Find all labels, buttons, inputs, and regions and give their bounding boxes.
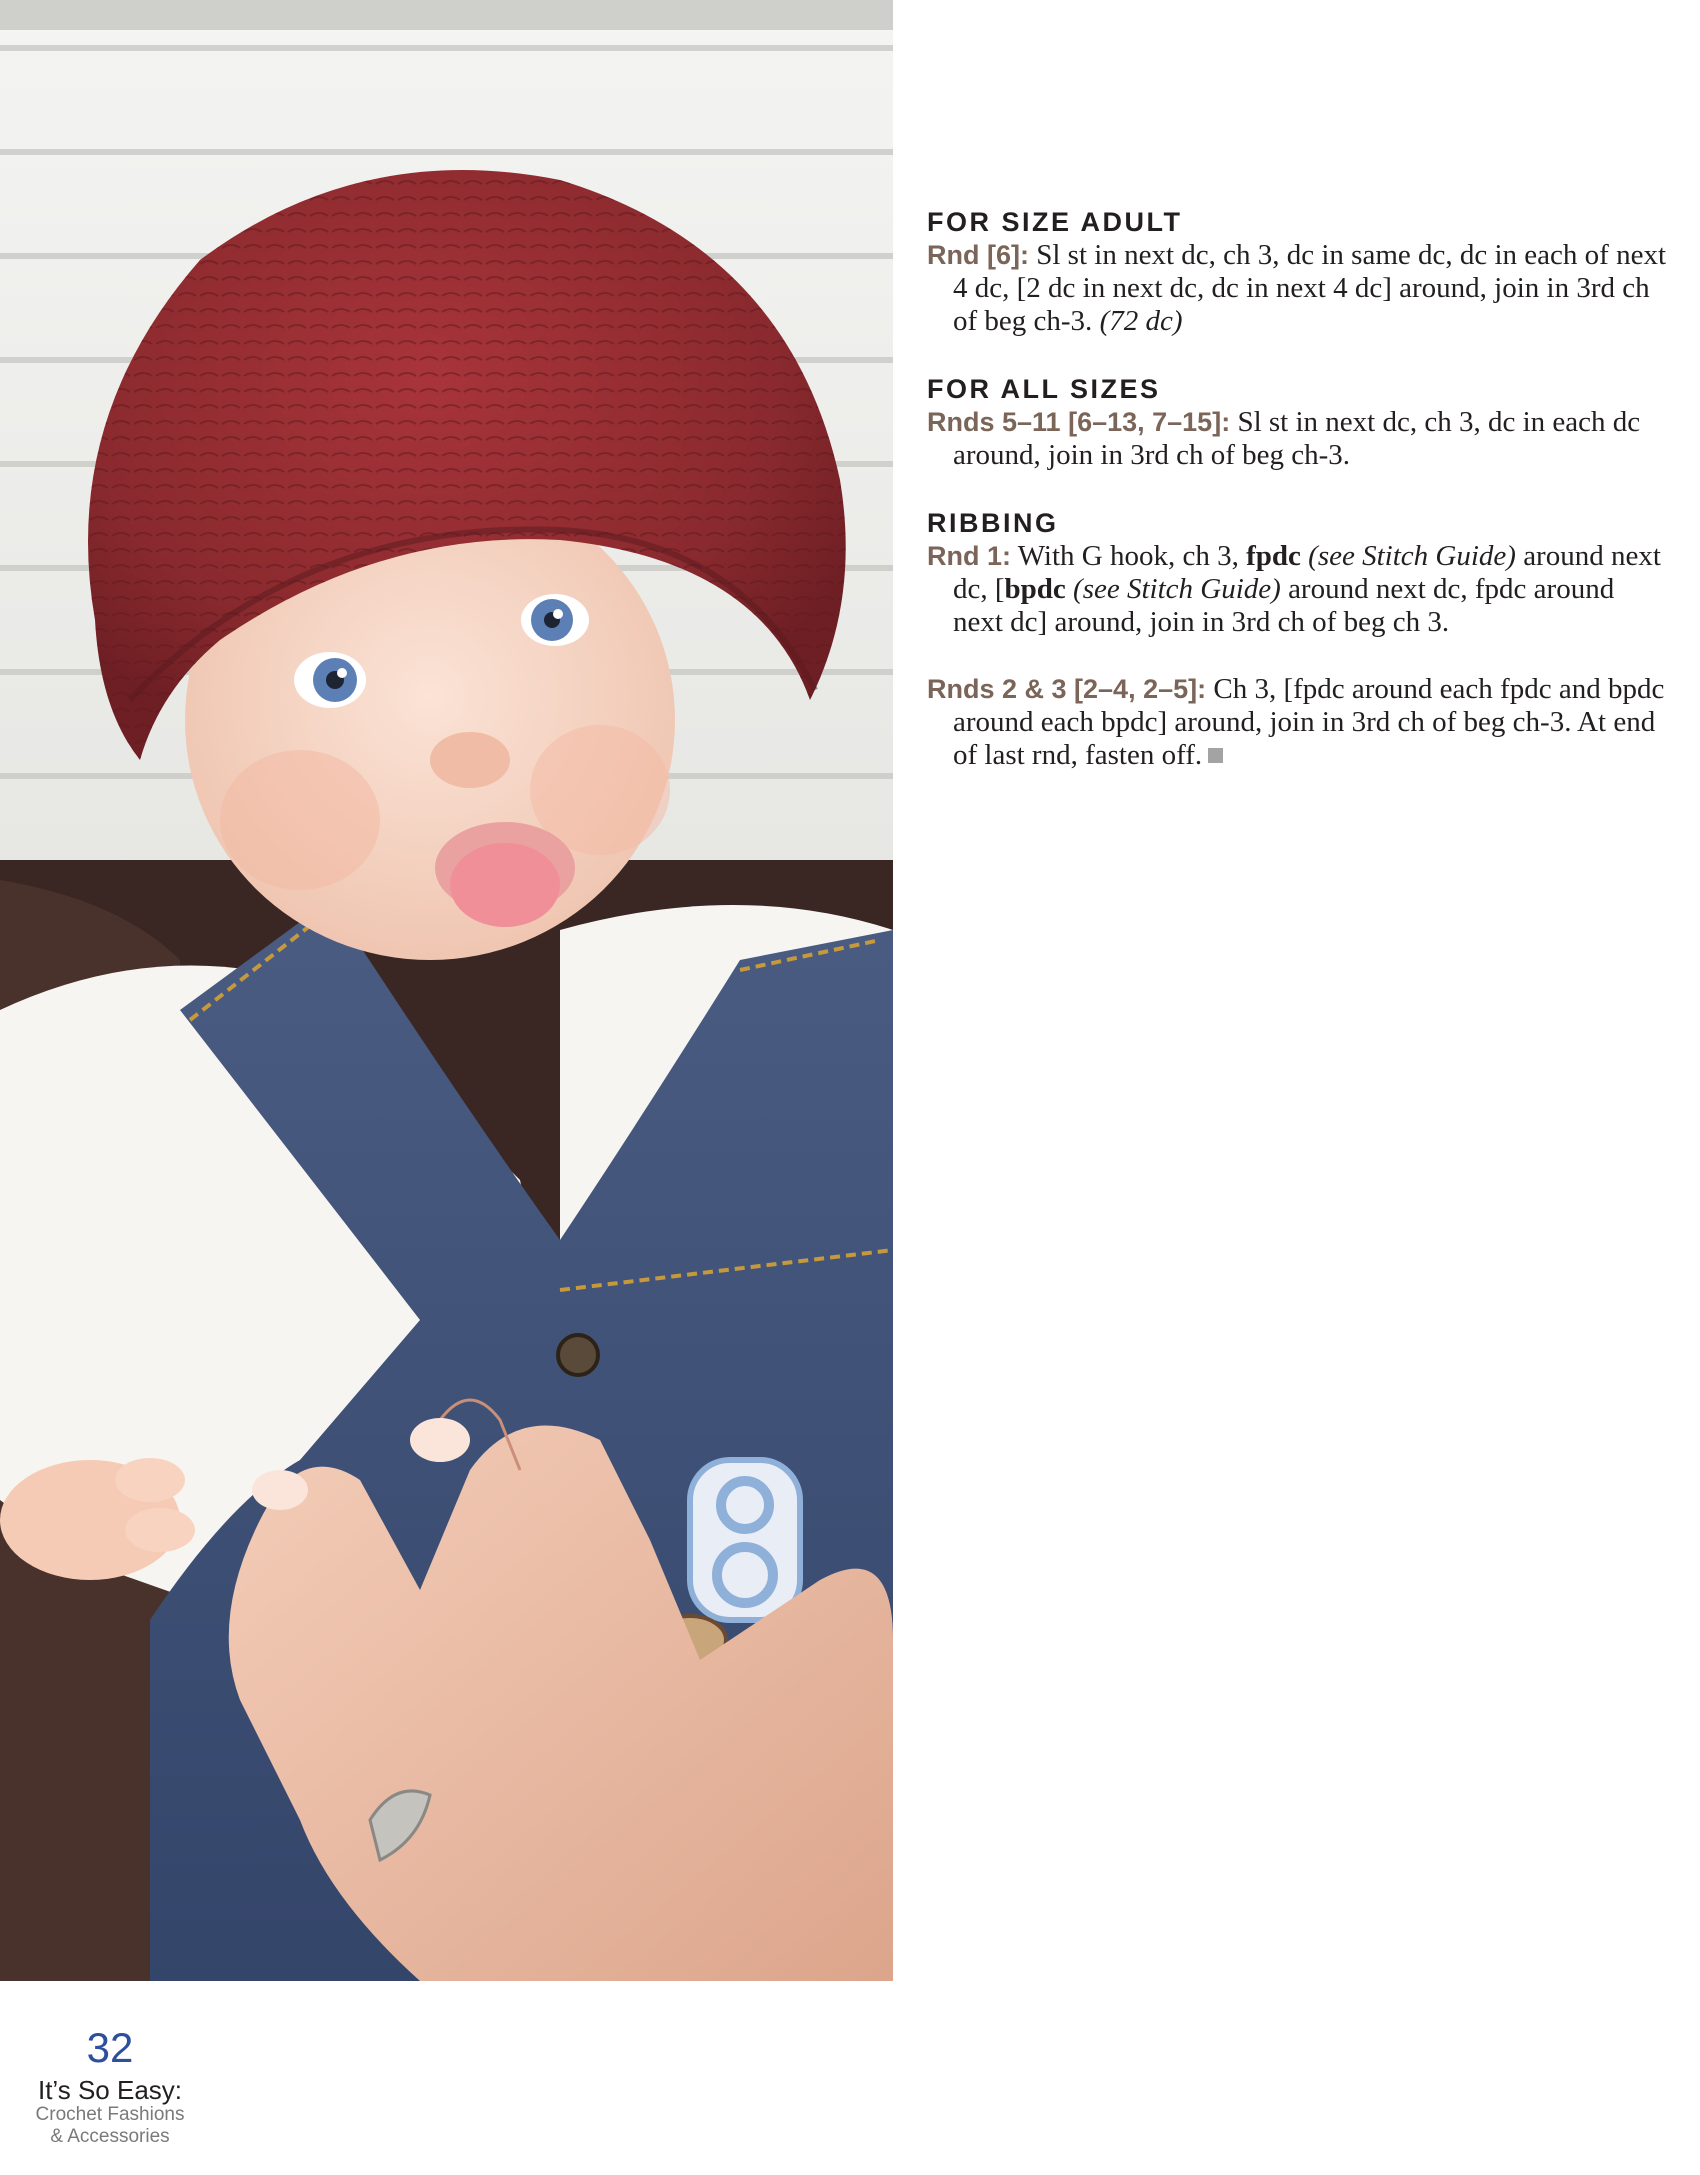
ribbing-section [927,506,1667,639]
stitch-term-fpdc: fpdc [1246,540,1301,572]
book-subtitle-line-1: Crochet Fashions [35,2104,185,2125]
round-label: Rnd [6]: [927,240,1029,270]
instruction-paragraph [927,239,1667,338]
book-subtitle-line-2: & Accessories [50,2126,170,2147]
instruction-text: around next dc, fpdc around next dc] around, join in 3rd ch of beg ch 3. [953,573,1615,638]
instruction-paragraph [927,406,1667,472]
page-number: 32 [86,2024,134,2071]
instruction-text: Sl st in next dc, ch 3, dc in same dc, dc in each of next 4 dc, [2 dc in next dc, dc in next 4 dc] around, join in 3rd ch of beg ch-3. [953,239,1667,337]
instruction-paragraph [927,673,1667,772]
book-title: It’s So Easy: [37,2075,183,2105]
stitch-count-note: (72 dc) [1099,305,1183,337]
all-sizes-section [927,372,1667,472]
page-footer [20,2026,200,2148]
baby-in-red-hat-image [0,0,893,1981]
instruction-text: Ch 3, [fpdc around each fpdc and bpdc around each bpdc] around, join in 3rd ch of beg ch-3. At end of last rnd, fasten off. [953,673,1665,771]
section-heading: FOR SIZE ADULT [927,207,1183,237]
stitch-guide-ref: (see Stitch Guide) [1073,573,1281,605]
instruction-paragraph [927,540,1667,639]
instruction-text: Sl st in next dc, ch 3, dc in each dc around, join in 3rd ch of beg ch-3. [953,406,1641,471]
section-heading: RIBBING [927,508,1059,538]
instruction-text: around next dc, [ [953,540,1661,605]
round-label: Rnd 1: [927,541,1011,571]
stitch-guide-ref: (see Stitch Guide) [1308,540,1516,572]
round-label: Rnds 5–11 [6–13, 7–15]: [927,407,1231,437]
section-heading: FOR ALL SIZES [927,374,1161,404]
instruction-text: With G hook, ch 3, [1011,540,1247,572]
ribbing-final-section [927,673,1667,772]
round-label: Rnds 2 & 3 [2–4, 2–5]: [927,674,1207,704]
end-of-pattern-square-icon [1208,748,1223,763]
stitch-term-bpdc: bpdc [1004,573,1066,605]
pattern-instructions [927,205,1667,806]
size-adult-section [927,205,1667,338]
baby-photo [0,0,893,1981]
